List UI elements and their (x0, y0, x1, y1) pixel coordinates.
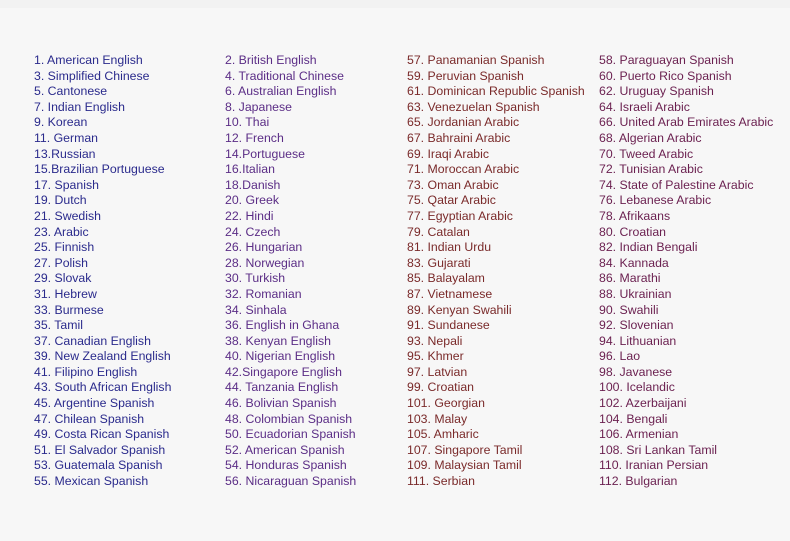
language-item: 17. Spanish (34, 177, 99, 192)
language-item: 62. Uruguay Spanish (599, 84, 714, 99)
language-column-2 (225, 53, 356, 490)
language-item: 43. South African English (34, 380, 172, 395)
language-item: 14.Portuguese (225, 146, 305, 161)
language-item: 23. Arabic (34, 224, 89, 239)
language-item: 87. Vietnamese (407, 286, 493, 301)
language-column-4 (599, 53, 773, 490)
language-item: 109. Malaysian Tamil (407, 458, 522, 473)
language-item: 3. Simplified Chinese (34, 68, 150, 83)
language-item: 45. Argentine Spanish (34, 396, 155, 411)
language-item: 71. Moroccan Arabic (407, 162, 520, 177)
language-item: 50. Ecuadorian Spanish (225, 427, 356, 442)
language-item: 54. Honduras Spanish (225, 458, 347, 473)
language-item: 36. English in Ghana (225, 318, 340, 333)
language-item: 33. Burmese (34, 302, 104, 317)
language-item: 5. Cantonese (34, 84, 108, 99)
language-item: 55. Mexican Spanish (34, 474, 149, 489)
language-item: 81. Indian Urdu (407, 240, 492, 255)
language-item: 96. Lao (599, 349, 641, 364)
language-item: 63. Venezuelan Spanish (407, 99, 540, 114)
language-item: 88. Ukrainian (599, 286, 672, 301)
language-item: 86. Marathi (599, 271, 661, 286)
language-item: 69. Iraqi Arabic (407, 146, 490, 161)
language-item: 27. Polish (34, 255, 89, 270)
language-item: 40. Nigerian English (225, 349, 336, 364)
language-item: 6. Australian English (225, 84, 337, 99)
language-item: 89. Kenyan Swahili (407, 302, 512, 317)
language-item: 61. Dominican Republic Spanish (407, 84, 585, 99)
language-item: 94. Lithuanian (599, 333, 677, 348)
language-item: 98. Javanese (599, 364, 673, 379)
language-item: 59. Peruvian Spanish (407, 68, 524, 83)
language-item: 76. Lebanese Arabic (599, 193, 712, 208)
language-item: 85. Balayalam (407, 271, 485, 286)
language-item: 8. Japanese (225, 99, 293, 114)
language-item: 9. Korean (34, 115, 88, 130)
language-item: 67. Bahraini Arabic (407, 130, 511, 145)
language-item: 64. Israeli Arabic (599, 99, 690, 114)
language-item: 11. German (34, 130, 99, 145)
language-column-3 (407, 53, 585, 490)
language-item: 106. Armenian (599, 427, 679, 442)
language-item: 77. Egyptian Arabic (407, 208, 513, 223)
language-item: 53. Guatemala Spanish (34, 458, 163, 473)
language-item: 16.Italian (225, 162, 275, 177)
language-item: 58. Paraguayan Spanish (599, 53, 734, 67)
language-item: 32. Romanian (225, 286, 302, 301)
language-item: 31. Hebrew (34, 286, 97, 301)
language-item: 20. Greek (225, 193, 279, 208)
language-item: 42.Singapore English (225, 364, 342, 379)
language-item: 65. Jordanian Arabic (407, 115, 520, 130)
language-item: 75. Qatar Arabic (407, 193, 496, 208)
language-item: 29. Slovak (34, 271, 92, 286)
language-item: 104. Bengali (599, 411, 668, 426)
language-item: 44. Tanzania English (225, 380, 339, 395)
language-item: 51. El Salvador Spanish (34, 442, 166, 457)
language-item: 111. Serbian (407, 474, 475, 489)
language-item: 99. Croatian (407, 380, 474, 395)
language-item: 47. Chilean Spanish (34, 411, 145, 426)
language-item: 78. Afrikaans (599, 208, 671, 223)
language-item: 102. Azerbaijani (599, 396, 687, 411)
language-item: 25. Finnish (34, 240, 95, 255)
language-item: 30. Turkish (225, 271, 286, 286)
language-item: 1. American English (34, 53, 143, 67)
language-item: 22. Hindi (225, 208, 274, 223)
language-item: 48. Colombian Spanish (225, 411, 353, 426)
language-item: 38. Kenyan English (225, 333, 331, 348)
language-item: 90. Swahili (599, 302, 659, 317)
language-item: 7. Indian English (34, 99, 125, 114)
language-item: 28. Norwegian (225, 255, 305, 270)
language-item: 82. Indian Bengali (599, 240, 698, 255)
language-item: 97. Latvian (407, 364, 468, 379)
language-item: 24. Czech (225, 224, 281, 239)
language-item: 60. Puerto Rico Spanish (599, 68, 732, 83)
language-item: 18.Danish (225, 177, 281, 192)
language-item: 101. Georgian (407, 396, 485, 411)
language-item: 57. Panamanian Spanish (407, 53, 545, 67)
language-item: 80. Croatian (599, 224, 666, 239)
language-item: 41. Filipino English (34, 364, 138, 379)
language-item: 35. Tamil (34, 318, 83, 333)
language-item: 73. Oman Arabic (407, 177, 499, 192)
language-item: 107. Singapore Tamil (407, 442, 523, 457)
language-item: 21. Swedish (34, 208, 101, 223)
language-item: 84. Kannada (599, 255, 669, 270)
language-item: 56. Nicaraguan Spanish (225, 474, 357, 489)
language-item: 72. Tunisian Arabic (599, 162, 703, 177)
language-item: 10. Thai (225, 115, 270, 130)
language-item: 2. British English (225, 53, 317, 67)
language-item: 39. New Zealand English (34, 349, 171, 364)
language-item: 79. Catalan (407, 224, 470, 239)
language-item: 110. Iranian Persian (599, 458, 709, 473)
language-column-1 (34, 53, 171, 490)
language-item: 37. Canadian English (34, 333, 151, 348)
language-item: 105. Amharic (407, 427, 479, 442)
language-item: 15.Brazilian Portuguese (34, 162, 165, 177)
language-item: 108. Sri Lankan Tamil (599, 442, 718, 457)
language-item: 34. Sinhala (225, 302, 287, 317)
language-item: 83. Gujarati (407, 255, 471, 270)
language-item: 49. Costa Rican Spanish (34, 427, 170, 442)
language-item: 52. American Spanish (225, 442, 345, 457)
language-item: 74. State of Palestine Arabic (599, 177, 754, 192)
language-item: 100. Icelandic (599, 380, 675, 395)
language-item: 92. Slovenian (599, 318, 674, 333)
language-item: 19. Dutch (34, 193, 87, 208)
language-item: 26. Hungarian (225, 240, 303, 255)
language-item: 4. Traditional Chinese (225, 68, 344, 83)
language-item: 66. United Arab Emirates Arabic (599, 115, 774, 130)
language-item: 68. Algerian Arabic (599, 130, 702, 145)
language-item: 103. Malay (407, 411, 468, 426)
language-item: 95. Khmer (407, 349, 464, 364)
language-item: 112. Bulgarian (599, 474, 678, 489)
language-item: 91. Sundanese (407, 318, 490, 333)
language-item: 46. Bolivian Spanish (225, 396, 337, 411)
language-item: 93. Nepali (407, 333, 463, 348)
language-item: 12. French (225, 130, 284, 145)
language-item: 70. Tweed Arabic (599, 146, 694, 161)
language-item: 13.Russian (34, 146, 96, 161)
